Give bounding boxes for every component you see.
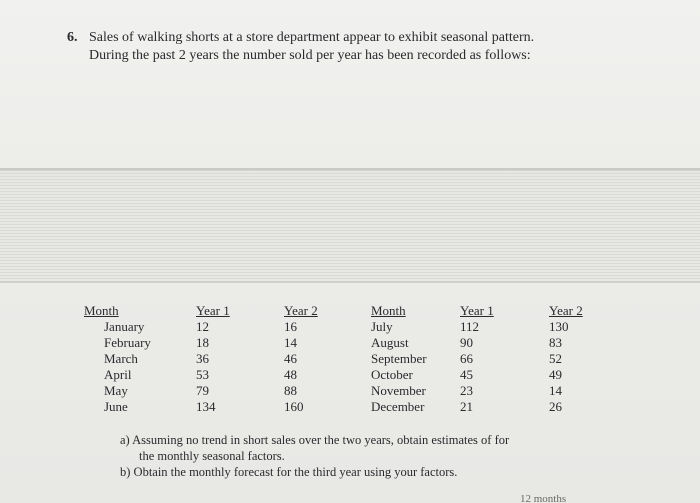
month-cell: December [371, 399, 425, 414]
col-year2-left [284, 303, 318, 415]
value-cell: 49 [549, 367, 562, 382]
value-cell: 18 [196, 335, 209, 350]
page-fold-band [0, 170, 700, 282]
month-cell: August [371, 335, 409, 350]
header-month-left: Month [84, 303, 119, 318]
header-year2-left: Year 2 [284, 303, 318, 318]
col-year1-left [196, 303, 230, 415]
value-cell: 23 [460, 383, 473, 398]
col-year2-right [549, 303, 583, 415]
value-cell: 53 [196, 367, 209, 382]
month-cell: April [104, 367, 132, 382]
value-cell: 134 [196, 399, 216, 414]
value-cell: 83 [549, 335, 562, 350]
month-cell: September [371, 351, 427, 366]
header-year2-right: Year 2 [549, 303, 583, 318]
page-fold-bottom [0, 281, 700, 283]
col-month-left [84, 303, 151, 415]
month-cell: November [371, 383, 426, 398]
value-cell: 112 [460, 319, 480, 334]
value-cell: 46 [284, 351, 297, 366]
header-year1-left: Year 1 [196, 303, 230, 318]
month-cell: October [371, 367, 413, 382]
month-cell: May [104, 383, 128, 398]
value-cell: 14 [284, 335, 297, 350]
part-b: b) Obtain the monthly forecast for the third year using your factors. [120, 465, 458, 479]
month-cell: July [371, 319, 393, 334]
question-text-line1: Sales of walking shorts at a store department appear to exhibit seasonal pattern. [89, 30, 535, 45]
value-cell: 21 [460, 399, 473, 414]
value-cell: 14 [549, 383, 562, 398]
col-month-right [371, 303, 427, 415]
header-month-right: Month [371, 303, 406, 318]
month-cell: February [104, 335, 151, 350]
value-cell: 130 [549, 319, 569, 334]
part-a-line2: the monthly seasonal factors. [139, 449, 285, 463]
value-cell: 88 [284, 383, 297, 398]
question-parts [120, 432, 509, 480]
value-cell: 12 [196, 319, 209, 334]
month-cell: January [104, 319, 145, 334]
value-cell: 26 [549, 399, 562, 414]
value-cell: 16 [284, 319, 297, 334]
value-cell: 160 [284, 399, 304, 414]
part-a-line1: a) Assuming no trend in short sales over the two years, obtain estimates of for [120, 433, 510, 447]
value-cell: 52 [549, 351, 562, 366]
question-number: 6. [67, 30, 78, 45]
value-cell: 48 [284, 367, 297, 382]
value-cell: 66 [460, 351, 473, 366]
question-text-line2: During the past 2 years the number sold per year has been recorded as follows: [89, 48, 531, 63]
value-cell: 45 [460, 367, 473, 382]
month-cell: June [104, 399, 128, 414]
col-year1-right [460, 303, 494, 415]
value-cell: 79 [196, 383, 209, 398]
cutoff-text: 12 months [520, 493, 567, 503]
value-cell: 90 [460, 335, 473, 350]
month-cell: March [104, 351, 138, 366]
header-year1-right: Year 1 [460, 303, 494, 318]
value-cell: 36 [196, 351, 209, 366]
